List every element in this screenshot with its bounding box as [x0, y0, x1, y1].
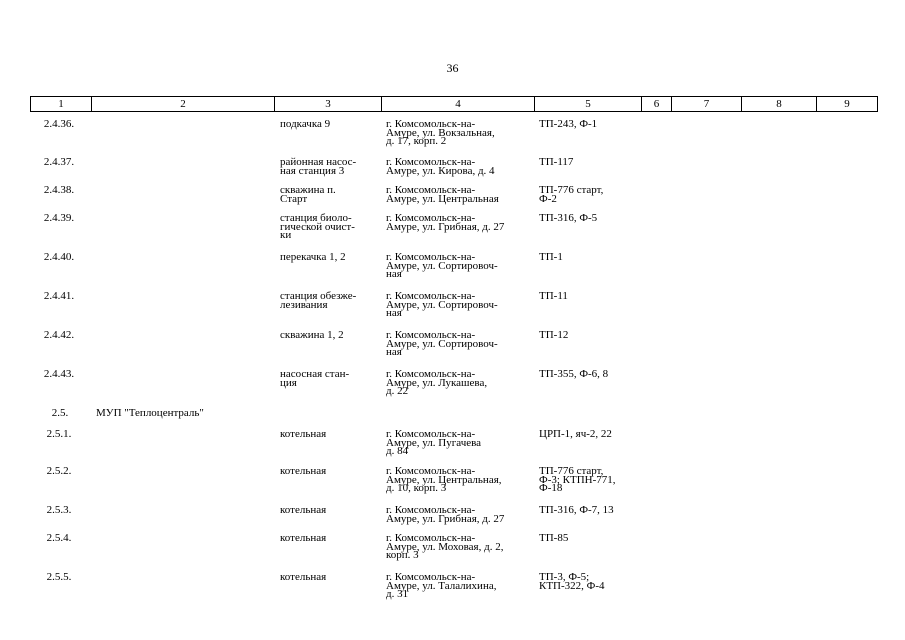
row-number: 2.5.3. — [46, 504, 72, 516]
organization-name: МУП "Теплоцентраль" — [96, 407, 204, 419]
object-address: г. Комсомольск-на- Амуре, ул. Сортировоч- ная — [386, 329, 498, 359]
object-name: перекачка 1, 2 — [280, 251, 346, 263]
header-col-9: 9 — [817, 97, 878, 112]
object-name: скважина 1, 2 — [280, 329, 344, 341]
row-number: 2.4.36. — [43, 118, 75, 130]
row-number: 2.5.2. — [46, 465, 72, 477]
object-name: насосная стан- ция — [280, 368, 350, 389]
power-source: ТП-776 старт, Ф-3; КТПН-771, Ф-18 — [539, 465, 616, 495]
object-name: котельная — [280, 571, 327, 583]
object-address: г. Комсомольск-на- Амуре, ул. Центральная — [386, 184, 499, 205]
object-name: котельная — [280, 532, 327, 544]
row-number: 2.4.42. — [43, 329, 75, 341]
section-number: 2.5. — [51, 407, 69, 419]
page-number: 36 — [446, 61, 459, 75]
object-address: г. Комсомольск-на- Амуре, ул. Моховая, д. 2, корп. 3 — [386, 532, 504, 562]
power-source: ТП-11 — [539, 290, 568, 302]
row-number: 2.4.43. — [43, 368, 75, 380]
power-source: ТП-12 — [539, 329, 569, 341]
row-number: 2.4.38. — [43, 184, 75, 196]
row-number: 2.4.37. — [43, 156, 75, 168]
object-address: г. Комсомольск-на- Амуре, ул. Сортировоч- ная — [386, 251, 498, 281]
row-number: 2.5.5. — [46, 571, 72, 583]
object-name: подкачка 9 — [280, 118, 331, 130]
power-source: ТП-3, Ф-5; КТП-322, Ф-4 — [539, 571, 605, 592]
header-col-8: 8 — [742, 97, 817, 112]
object-name: котельная — [280, 465, 327, 477]
row-number: 2.4.41. — [43, 290, 75, 302]
object-address: г. Комсомольск-на- Амуре, ул. Сортировоч- ная — [386, 290, 498, 320]
object-address: г. Комсомольск-на- Амуре, ул. Талалихина, д. 31 — [386, 571, 497, 601]
power-source: ТП-355, Ф-6, 8 — [539, 368, 609, 380]
object-address: г. Комсомольск-на- Амуре, ул. Центральная, д. 10, корп. 3 — [386, 465, 502, 495]
power-source: ТП-776 старт, Ф-2 — [539, 184, 604, 205]
object-address: г. Комсомольск-на- Амуре, ул. Вокзальная, д. 17, корп. 2 — [386, 118, 495, 148]
row-number: 2.5.1. — [46, 428, 72, 440]
row-number: 2.4.39. — [43, 212, 75, 224]
power-source: ТП-316, Ф-7, 13 — [539, 504, 614, 516]
power-source: ТП-243, Ф-1 — [539, 118, 598, 130]
row-number: 2.4.40. — [43, 251, 75, 263]
header-col-5: 5 — [535, 97, 642, 112]
object-address: г. Комсомольск-на- Амуре, ул. Лукашева, д. 22 — [386, 368, 488, 398]
header-col-3: 3 — [275, 97, 382, 112]
object-address: г. Комсомольск-на- Амуре, ул. Пугачева д. 84 — [386, 428, 482, 458]
header-col-4: 4 — [382, 97, 535, 112]
object-name: котельная — [280, 504, 327, 516]
header-col-2: 2 — [92, 97, 275, 112]
object-name: станция обезже- лезивания — [280, 290, 357, 311]
object-address: г. Комсомольск-на- Амуре, ул. Грибная, д. 27 — [386, 212, 505, 233]
object-name: районная насос- ная станция 3 — [280, 156, 357, 177]
object-name: станция биоло- гической очист- ки — [280, 212, 355, 242]
row-number: 2.5.4. — [46, 532, 72, 544]
object-address: г. Комсомольск-на- Амуре, ул. Кирова, д. 4 — [386, 156, 495, 177]
header-col-1: 1 — [31, 97, 92, 112]
object-name: скважина п. Старт — [280, 184, 336, 205]
power-source: ТП-1 — [539, 251, 563, 263]
power-source: ТП-85 — [539, 532, 569, 544]
object-name: котельная — [280, 428, 327, 440]
header-col-7: 7 — [672, 97, 742, 112]
power-source: ЦРП-1, яч-2, 22 — [539, 428, 612, 440]
object-address: г. Комсомольск-на- Амуре, ул. Грибная, д. 27 — [386, 504, 505, 525]
header-col-6: 6 — [642, 97, 672, 112]
power-source: ТП-316, Ф-5 — [539, 212, 598, 224]
power-source: ТП-117 — [539, 156, 574, 168]
